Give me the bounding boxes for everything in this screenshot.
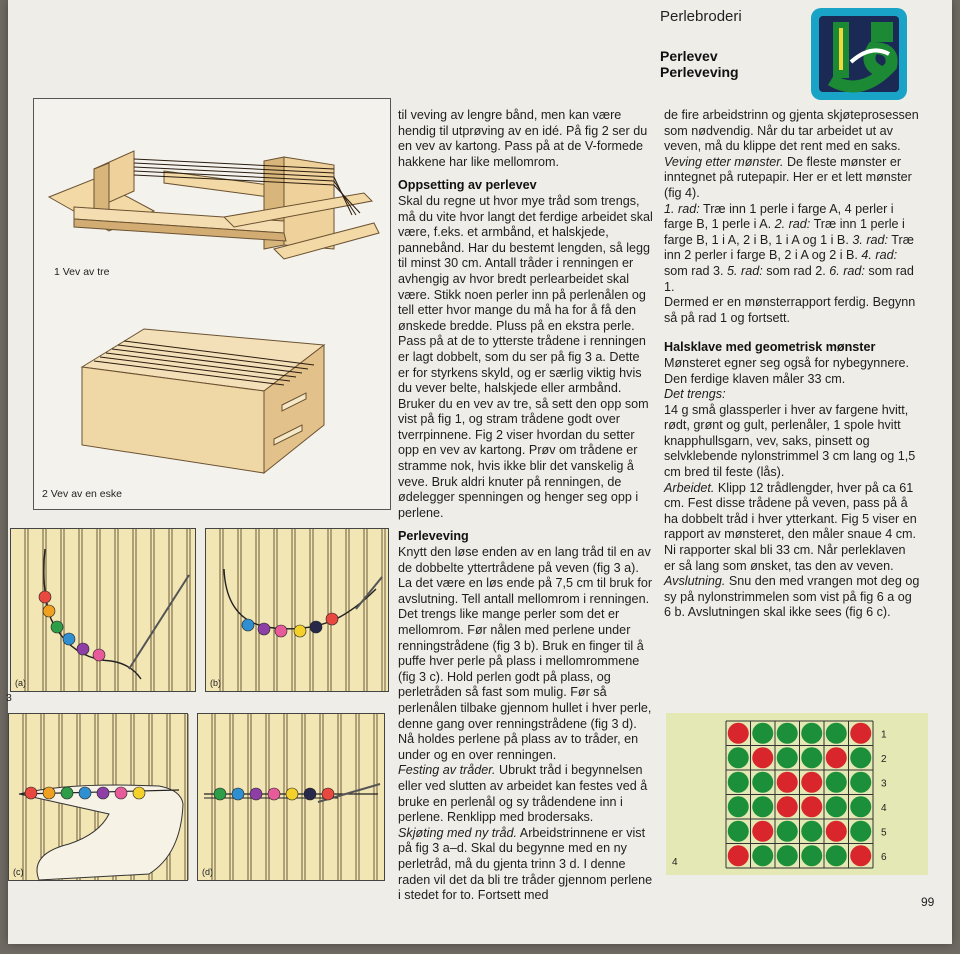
row5-label: 5. rad:	[723, 263, 763, 278]
skjoting-label: Skjøting med ny tråd.	[398, 825, 517, 840]
row2-text: Træ inn 1 perle i farge B, 1 i A, 2 i B, 1 i A og 1 i B.	[664, 217, 905, 247]
row5-text: som rad 2.	[762, 263, 826, 278]
bead	[214, 788, 226, 800]
col2-festing	[398, 763, 654, 825]
title-perleveving: Perleveving	[660, 64, 739, 80]
green-bead	[728, 747, 749, 768]
grid-row-number: 3	[881, 778, 887, 790]
figure-3a-label: (a)	[15, 678, 26, 688]
figure-3b	[205, 528, 389, 692]
heading-halsklave: Halsklave med geometrisk mønster	[664, 340, 876, 355]
figure-3c-illustration	[9, 714, 187, 880]
green-bead	[777, 747, 798, 768]
col3-intro: de fire arbeidstrinn og gjenta skjøteprosessen som nødvendig. Når du tar arbeidet ut av veven, må du klippe det rent med en saks.	[664, 108, 919, 154]
page-number: 99	[921, 895, 935, 909]
col3-materials: 14 g små glassperler i hver av fargene hvitt, rødt, grønt og gult, perlenåler, 1 spole hvitt knapphullsgarn, vev, saks, pinsett og selvklebende nylonstrimmel 3 cm lang og 1,5 cm bred til feste (lås).	[664, 402, 916, 480]
bead	[304, 788, 316, 800]
red-bead	[850, 723, 871, 744]
row1-label: 1. rad:	[664, 201, 700, 216]
col2-skjoting	[398, 826, 654, 904]
row3-text: Træ inn 2 perler i farge B, 2 i A og 2 i B.	[664, 232, 914, 263]
red-bead	[826, 821, 847, 842]
skjoting-text: Arbeidstrinnene er vist på fig 3 a–d. Skal du begynne med en ny perletråd, må du gjenta trinn 3 d. I denne raden vil det da bli tre tråder gjennom perlene i stedet for to. Fortsett med	[398, 825, 653, 903]
green-bead	[777, 821, 798, 842]
bead	[286, 788, 298, 800]
col2-perleveving-text: Knytt den løse enden av en lang tråd til en av de dobbelte yttertrådene på veven (fig 3 a). La det være en løs ende på 7,5 cm til bruk for avslutning. Tell antall mellomrom i renningen. Det trengs like mange perler som det er mellomrom. Før nålen med perlene under renningstrådene (fig 3 b). Bruk en finger til å puffe hver perle på plass i mellomrommene (fig 3 c). Hold perlen godt på plass, og perletråden så fast som mulig. Før så perlenålen tilbake gjennom hullet i hver perle, denne gang over renningstrådene (fig 3 d). Nå holdes perlene på plass av to tråder, en under og en over renningen.	[398, 545, 653, 762]
bead	[322, 788, 334, 800]
bead	[232, 788, 244, 800]
section-label: Perlebroderi	[660, 8, 742, 25]
festing-text: Ubrukt tråd i begynnelsen eller ved slutten av arbeidet kan festes ved å bruke en perlenål og sy trådendene inn i perlene. Renklipp med brodersaks.	[398, 763, 648, 825]
red-bead	[801, 796, 822, 817]
green-bead	[752, 723, 773, 744]
green-bead	[850, 796, 871, 817]
green-bead	[777, 845, 798, 866]
wooden-loom-illustration	[34, 99, 390, 509]
festing-label: Festing av tråder.	[398, 763, 496, 778]
bead	[242, 619, 254, 631]
green-bead	[728, 772, 749, 793]
text-column-3	[664, 108, 920, 621]
veving-label: Veving etter mønster.	[664, 154, 784, 169]
green-bead	[728, 796, 749, 817]
page-title	[660, 48, 739, 80]
bead	[79, 787, 91, 799]
bead	[61, 787, 73, 799]
col2-intro: til veving av lengre bånd, men kan være hendig til utprøving av en idé. På fig 2 ser du en vev av kartong. Pass på at de V-formede hakkene har like mellomrom.	[398, 108, 648, 169]
red-bead	[728, 723, 749, 744]
bead	[250, 788, 262, 800]
col3-halsklave-text: Mønsteret egner seg også for nybegynnere. Den ferdige klaven måler 33 cm.	[664, 355, 910, 386]
veving-text: De fleste mønster er inntegnet på rutepapir. Her er et lett mønster (fig 4).	[664, 154, 912, 200]
book-page	[8, 0, 952, 944]
grid-row-number: 2	[881, 753, 887, 765]
figure-3d-illustration	[198, 714, 384, 880]
col3-repeat: Dermed er en mønsterrapport ferdig. Begynn så på rad 1 og fortsett.	[664, 295, 916, 325]
bead	[133, 787, 145, 799]
arbeidet-text: Klipp 12 trådlengder, hver på ca 61 cm. Fest disse trådene på veven, pass på å ha dobbelt tråd i hver ytterkant. Fig 5 viser en rapport av mønsteret, den måler snaue 4 cm. Ni rapporter skal bli 33 cm. Når perleklaven er så lang som ønsket, tas den av veven.	[664, 480, 917, 573]
figure-3b-label: (b)	[210, 678, 221, 688]
green-bead	[752, 772, 773, 793]
figure-3a	[10, 528, 196, 692]
bead-pattern-grid	[666, 713, 928, 875]
figure-4-number: 4	[672, 857, 678, 868]
green-bead	[826, 796, 847, 817]
col3-veving	[664, 155, 920, 202]
row2-label: 2. rad:	[771, 217, 811, 232]
bead-logo-icon	[811, 8, 907, 100]
bead	[294, 625, 306, 637]
green-bead	[801, 821, 822, 842]
bead	[43, 605, 55, 617]
red-bead	[752, 821, 773, 842]
bead	[93, 649, 105, 661]
grid-row-number: 6	[881, 851, 887, 863]
green-bead	[728, 821, 749, 842]
red-bead	[850, 845, 871, 866]
green-bead	[826, 772, 847, 793]
figure-1-2-frame	[33, 98, 391, 510]
bead	[97, 787, 109, 799]
green-bead	[801, 723, 822, 744]
grid-row-number: 5	[881, 827, 887, 839]
col3-arbeidet	[664, 481, 920, 575]
text-column-2	[398, 108, 654, 904]
grid-row-number: 4	[881, 802, 887, 814]
figure-3c-label: (c)	[13, 867, 24, 877]
col2-oppsetting-text: Skal du regne ut hvor mye tråd som trengs, må du vite hvor langt det ferdige arbeidet skal være, f.eks. et armbånd, et halskjede, pannebånd. Har du bestemt lengden, så legg til minst 30 cm. Antall tråder i renningen er avhengig av hvor bredt perlearbeidet skal være. Stikk noen perler inn på perlenålen og tell etter hvor mange du må ha for å få den ønskede bredde. Pluss på en ekstra perle. Pass på at de to ytterste trådene i renningen er lagt dobbelt, som du ser på fig 3 a. Dette er for styrkens skyld, og er særlig viktig hvis du vever belte, halskjede eller armbånd. Bruker du en vev av tre, så sett den opp som vist på fig 1, og stram trådene godt over tverrpinnene. Fig 2 viser hvordan du setter opp en vev av kartong. Prøv om trådene er stramme nok, hvis ikke blir det vanskelig å veve. Bruk aldri knuter på renningen, de ødelegger spenningen og henger seg opp i perlene.	[398, 193, 653, 520]
row6-text: som rad 1.	[664, 263, 914, 294]
row6-label: 6. rad:	[825, 263, 865, 278]
figure-3-number: 3	[6, 692, 12, 704]
red-bead	[752, 747, 773, 768]
green-bead	[826, 845, 847, 866]
bead	[25, 787, 37, 799]
green-bead	[826, 723, 847, 744]
green-bead	[801, 747, 822, 768]
bead	[258, 623, 270, 635]
figure-1-caption: 1 Vev av tre	[54, 266, 110, 278]
row3-label: 3. rad:	[848, 232, 889, 247]
figure-2-caption: 2 Vev av en eske	[42, 488, 122, 500]
row1-text: Træ inn 1 perle i farge A, 4 perler i farge B, 1 perle i A.	[664, 201, 894, 232]
red-bead	[777, 772, 798, 793]
green-bead	[777, 723, 798, 744]
heading-perleveving: Perleveving	[398, 529, 469, 544]
red-bead	[826, 747, 847, 768]
green-bead	[801, 845, 822, 866]
figure-3b-illustration	[206, 529, 388, 691]
bead-thread	[44, 549, 141, 679]
green-bead	[850, 821, 871, 842]
bead	[268, 788, 280, 800]
red-bead	[777, 796, 798, 817]
row4-text: som rad 3.	[664, 263, 724, 278]
bead	[43, 787, 55, 799]
green-bead	[850, 772, 871, 793]
needle	[356, 577, 382, 609]
figure-3c	[8, 713, 188, 881]
green-bead	[752, 845, 773, 866]
arbeidet-label: Arbeidet.	[664, 480, 715, 495]
col3-trengs	[664, 387, 920, 403]
bead	[326, 613, 338, 625]
bead	[115, 787, 127, 799]
figure-3a-illustration	[11, 529, 195, 691]
col3-rows	[664, 202, 920, 296]
needle	[129, 575, 189, 669]
figure-4-pattern	[666, 713, 928, 875]
bead	[39, 591, 51, 603]
avslutning-text: Snu den med vrangen mot deg og sy på nylonstrimmelen som vist på fig 6 a og 6 b. Avslutningen skal ikke sees (fig 6 c).	[664, 574, 920, 620]
green-bead	[850, 747, 871, 768]
green-bead	[752, 796, 773, 817]
bead	[51, 621, 63, 633]
trengs-label: Det trengs:	[664, 387, 726, 402]
red-bead	[801, 772, 822, 793]
avslutning-label: Avslutning.	[664, 574, 726, 589]
grid-row-number: 1	[881, 729, 887, 741]
bead	[275, 625, 287, 637]
figure-3d-label: (d)	[202, 867, 213, 877]
figure-3d	[197, 713, 385, 881]
heading-oppsetting: Oppsetting av perlevev	[398, 178, 537, 193]
bead	[63, 633, 75, 645]
row4-label: 4. rad:	[857, 248, 898, 263]
bead	[77, 643, 89, 655]
title-perlevev: Perlevev	[660, 48, 718, 64]
red-bead	[728, 845, 749, 866]
col3-avslutning	[664, 574, 920, 621]
bead	[310, 621, 322, 633]
